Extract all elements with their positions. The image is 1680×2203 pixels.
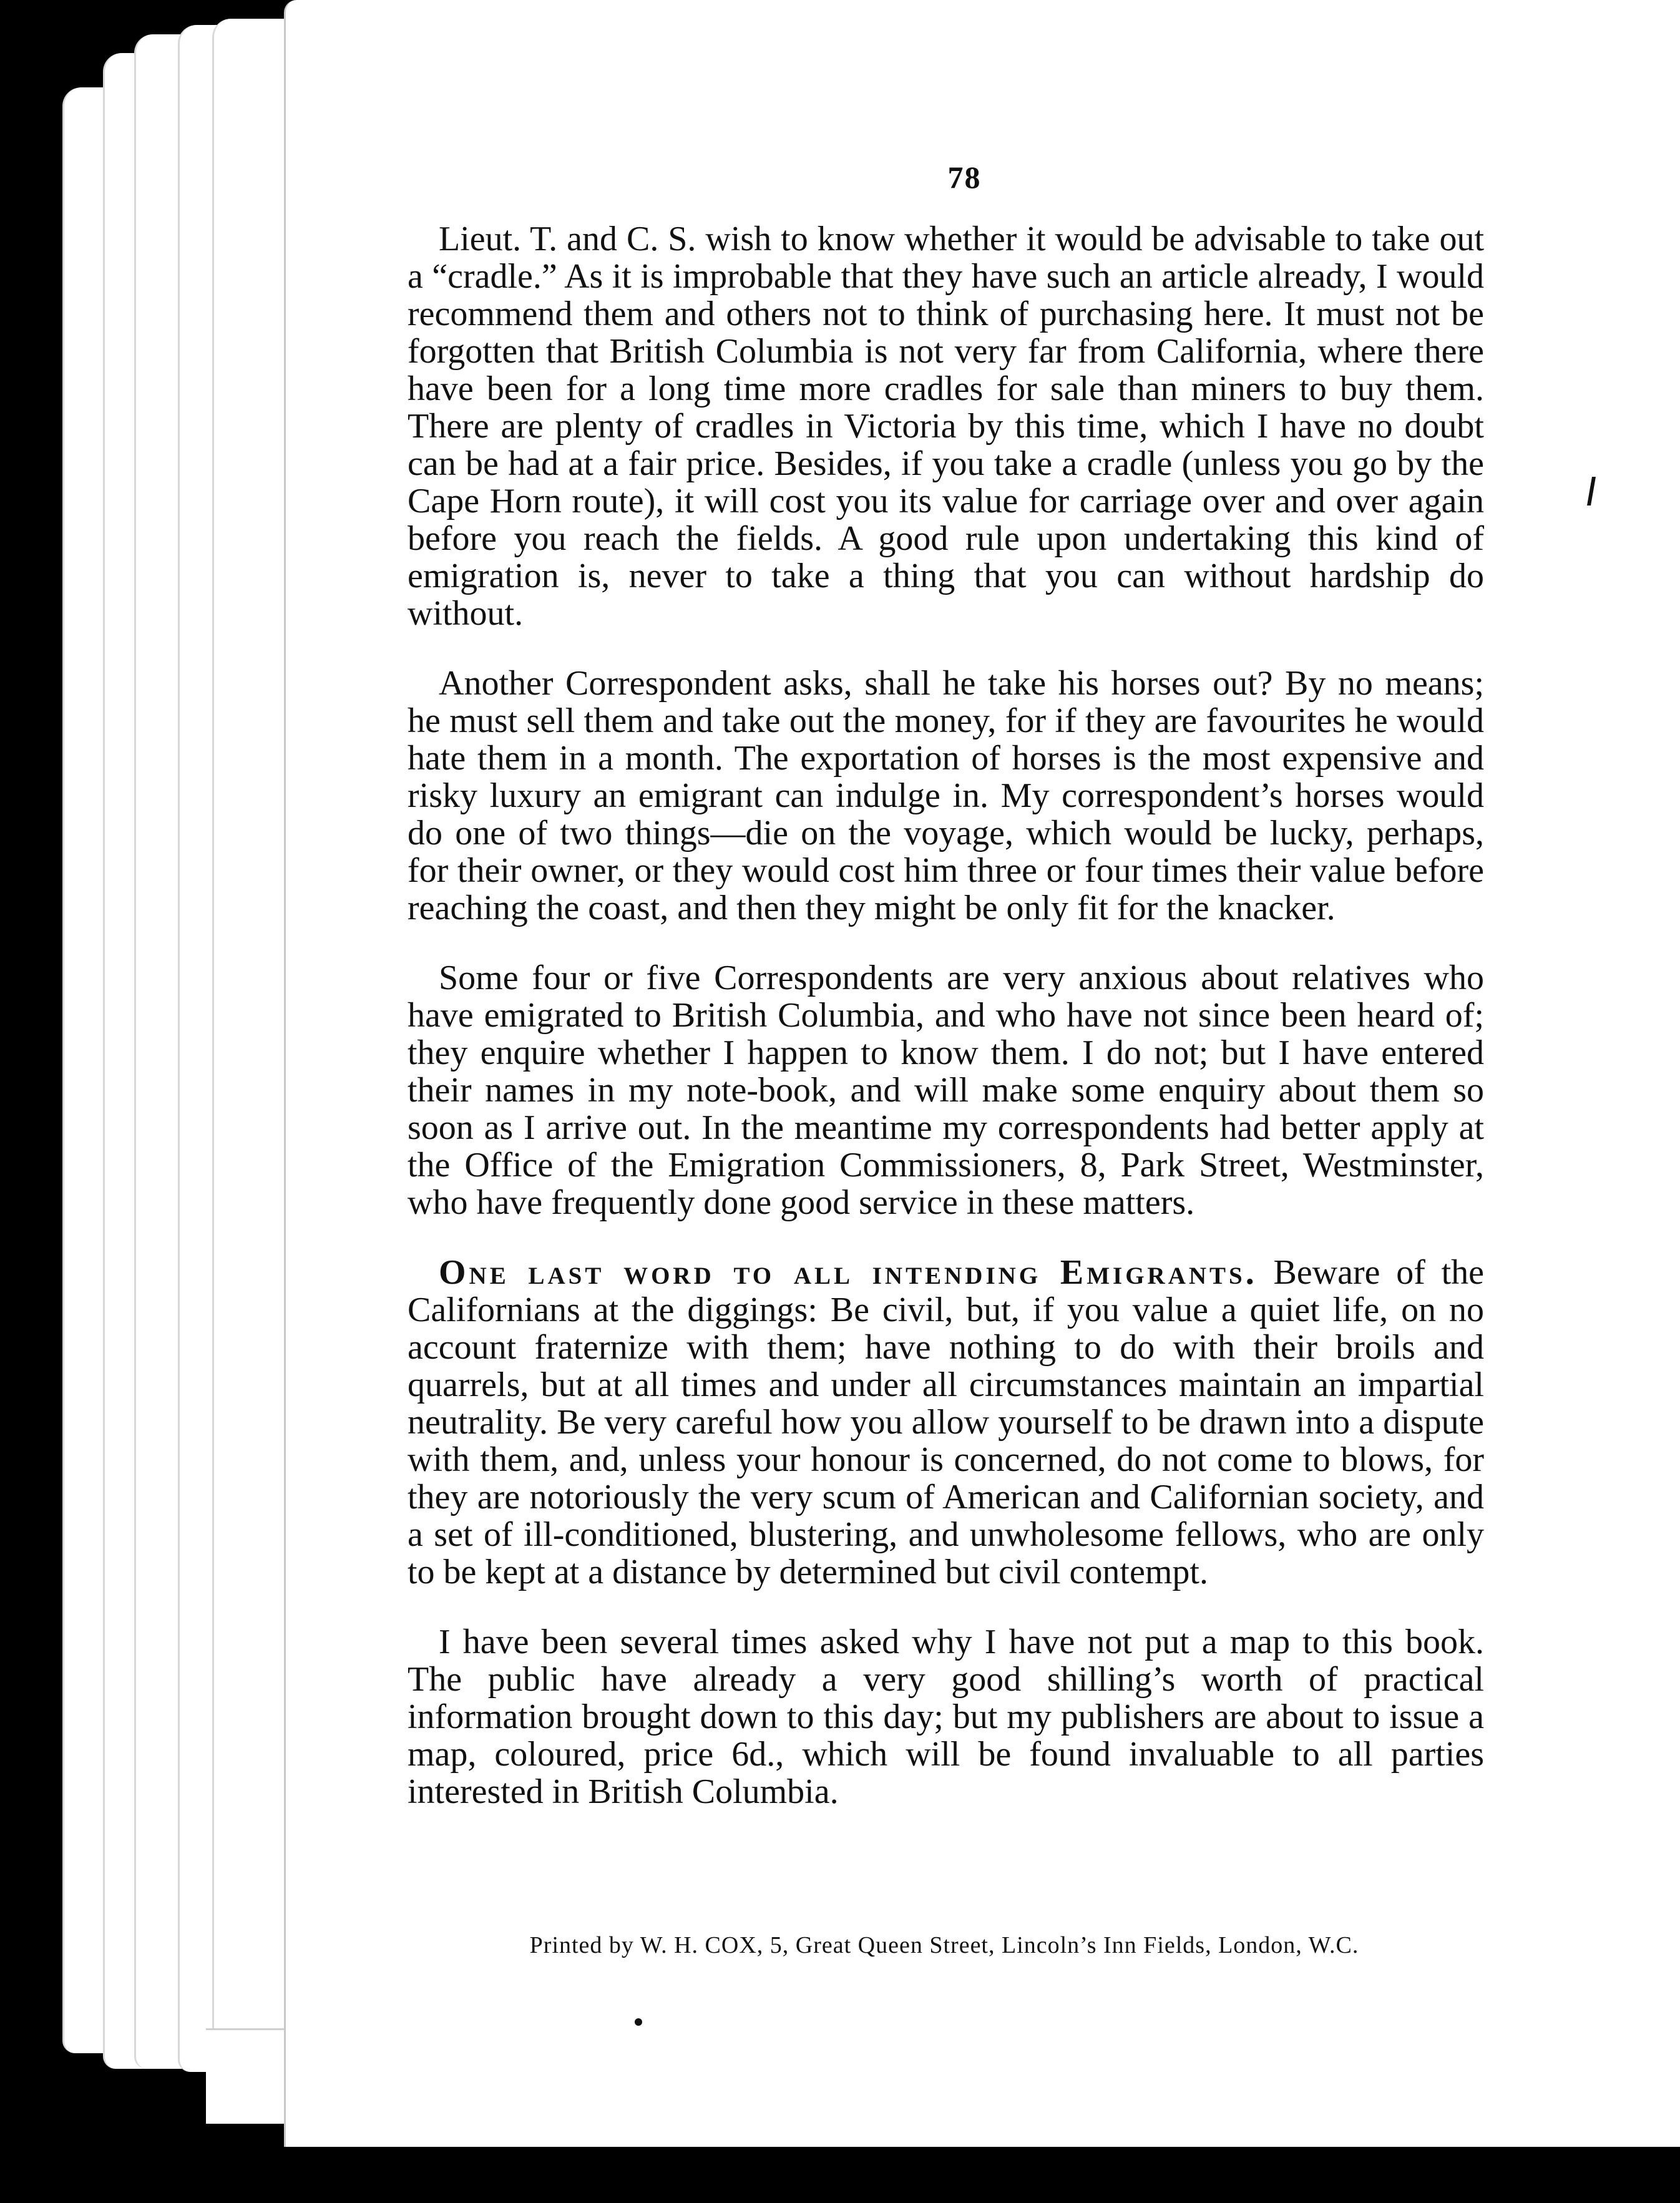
printer-imprint: Printed by W. H. COX, 5, Great Queen Street, Lincoln’s Inn Fields, London, W.C. <box>529 1932 1359 1958</box>
paragraph-last-word-body: Beware of the Californians at the diggings: Be civil, but, if you value a quiet life, on no account fraternize with them; have nothing to do with their broils and quarrels, but at all times and under all circumstances maintain an impartial neutrality. Be very careful how you allow yourself to be drawn into a dispute with them, and, unless your honour is concerned, do not come to blows, for they are notoriously the very scum of American and Californian society, and a set of ill-conditioned, blustering, and unwholesome fellows, who are only to be kept at a distance by determined but civil contempt. <box>408 1253 1484 1591</box>
book-page <box>284 0 1680 2147</box>
ink-dot <box>632 2016 645 2028</box>
paragraph-relatives: Some four or five Correspondents are very anxious about relatives who have emigrated to British Columbia, and who have not since been heard of; they enquire whether I happen to know them. I do not; but I have entered their names in my note-book, and will make some enquiry about them so soon as I arrive out. In the meantime my correspondents had better apply at the Office of the Emigration Commissioners, 8, Park Street, Westminster, who have frequently done good service in these matters. <box>408 959 1484 1222</box>
paragraph-lead-in: One last word to all intending Emigrants. <box>439 1253 1258 1292</box>
paragraph-horses: Another Correspondent asks, shall he take his horses out? By no means; he must sell them and take out the money, for if they are favourites he would hate them in a month. The exportation of horses is the most expensive and risky luxury an emigrant can indulge in. My correspondent’s horses would do one of two things—die on the voyage, which would be lucky, perhaps, for their owner, or they would cost him three or four times their value before reaching the coast, and then they might be only fit for the knacker. <box>408 664 1484 927</box>
paragraph-map: I have been several times asked why I have not put a map to this book. The public have already a very good shilling’s worth of practical information brought down to this day; but my publishers are about to issue a map, coloured, price 6d., which will be found invaluable to all parties interested in British Columbia. <box>408 1623 1484 1811</box>
page-content <box>408 159 1484 1810</box>
margin-mark <box>1581 474 1599 512</box>
paragraph-cradle: Lieut. T. and C. S. wish to know whether it would be advisable to take out a “cradle.” As it is improbable that they have such an article already, I would recommend them and others not to think of purchasing here. It must not be forgotten that British Columbia is not very far from California, where there have been for a long time more cradles for sale than miners to buy them. There are plenty of cradles in Victoria by this time, which I have no doubt can be had at a fair price. Besides, if you take a cradle (unless you go by the Cape Horn route), it will cost you its value for carriage over and over again before you reach the fields. A good rule upon undertaking this kind of emigration is, never to take a thing that you can without hardship do without. <box>408 220 1484 633</box>
page-number: 78 <box>947 160 982 195</box>
paragraph-last-word <box>408 1254 1484 1591</box>
